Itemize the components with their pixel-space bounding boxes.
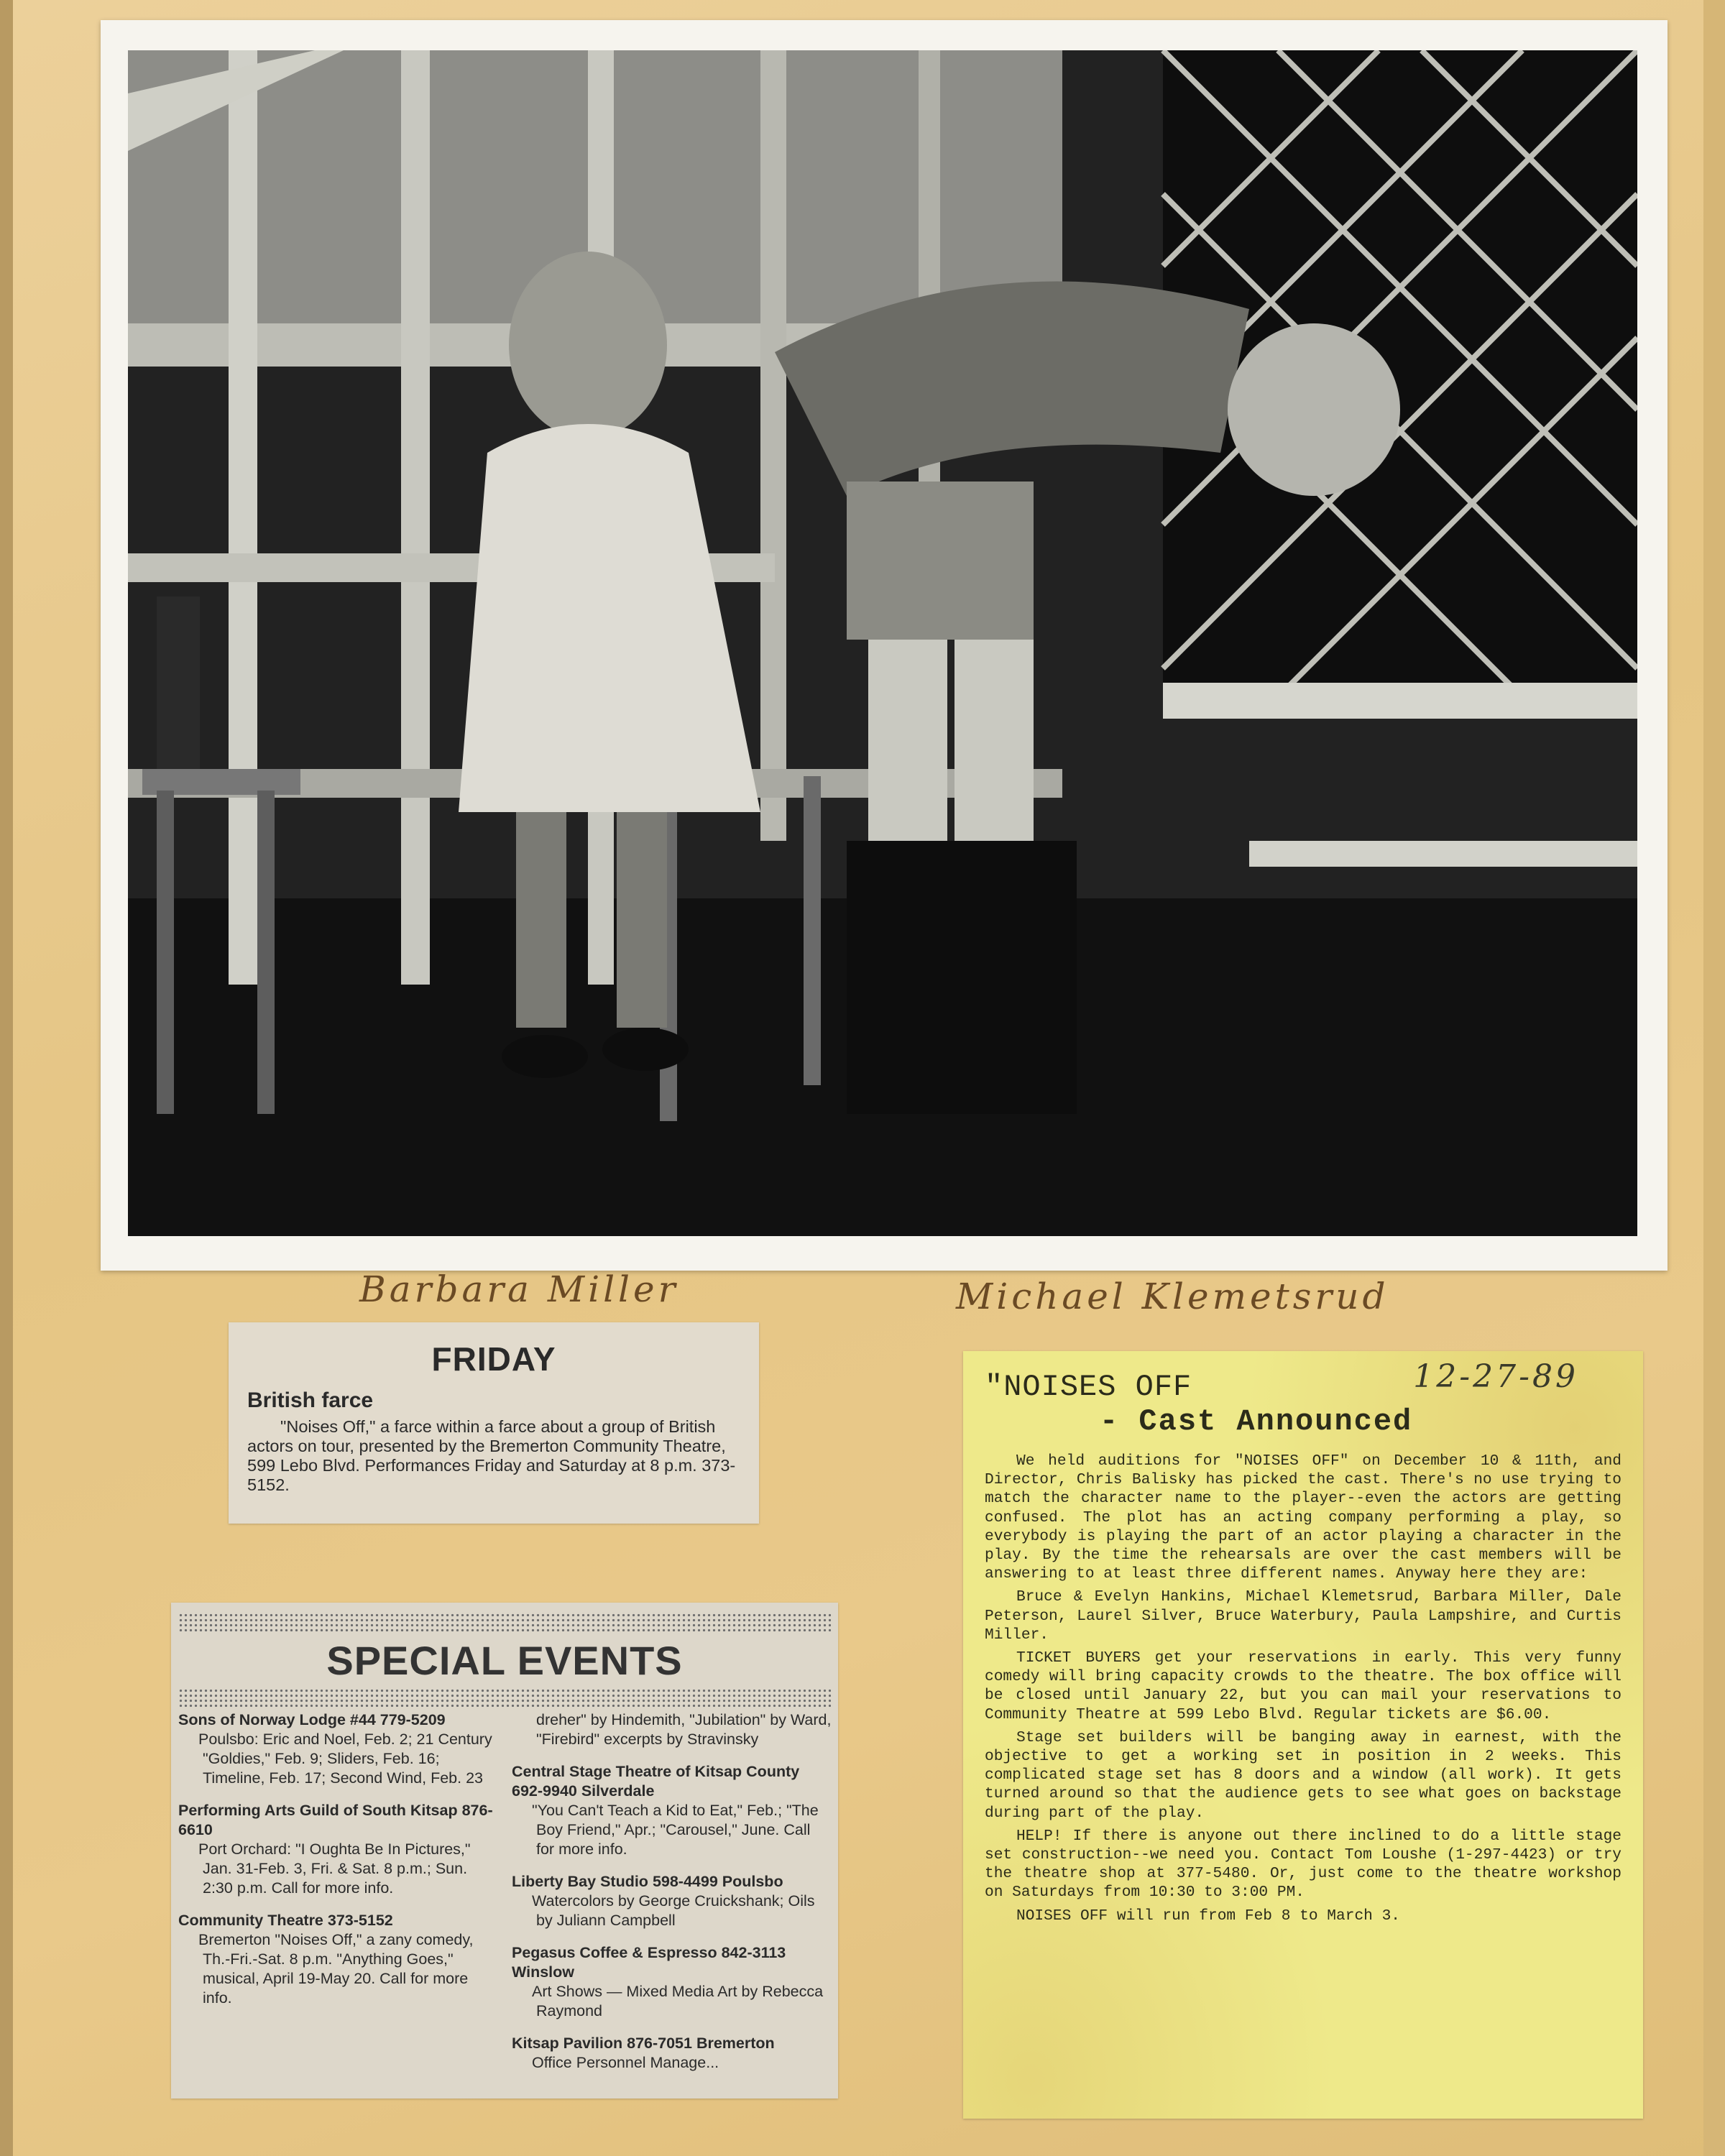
event-phone: 598-4499 Poulsbo: [652, 1873, 783, 1890]
events-title: SPECIAL EVENTS: [326, 1638, 683, 1683]
friday-body: "Noises Off," a farce within a farce about a group of British actors on tour, presented by the Bremerton Community Theatre, 599 Lebo Blvd. Performances Friday and Saturday at 8 p.m. 373-5152.: [247, 1417, 736, 1494]
page-left-edge: [0, 0, 13, 2156]
halftone-band-bottom: [178, 1688, 831, 1707]
event-venue: Pegasus Coffee & Espresso: [512, 1944, 717, 1961]
event-desc: Art Shows — Mixed Media Art by Rebecca Raymond: [532, 1983, 824, 2019]
event-desc: "You Can't Teach a Kid to Eat," Feb.; "The Boy Friend," Apr.; "Carousel," June. Call for more info.: [532, 1802, 819, 1858]
special-events-clipping: [171, 1603, 838, 2099]
noises-paragraph-help: HELP! If there is anyone out there inclined to do a little stage set construction--we need you. Contact Tom Loushe (1-297-4423) or try the theatre shop at 377-5480. Or, just come to the theatre workshop on Saturdays from 10:30 to 3:00 PM.: [985, 1827, 1622, 1902]
event-venue: Central Stage Theatre of Kitsap County: [512, 1763, 800, 1780]
list-item: [512, 1943, 832, 2021]
event-venue: Kitsap Pavilion: [512, 2035, 623, 2052]
noises-heading: "NOISES OFF: [985, 1370, 1192, 1404]
noises-paragraph-cast: Bruce & Evelyn Hankins, Michael Klemetsrud, Barbara Miller, Dale Peterson, Laurel Silver, Bruce Waterbury, Paula Lampshire, and Curtis Miller.: [985, 1588, 1622, 1644]
page-right-edge: [1703, 0, 1725, 2156]
event-continued: dreher" by Hindemith, "Jubilation" by Ward, "Firebird" excerpts by Stravinsky: [536, 1711, 832, 1748]
event-desc: Port Orchard: "I Oughta Be In Pictures," Jan. 31-Feb. 3, Fri. & Sat. 8 p.m.; Sun. 2:30 p.m. Call for more info.: [198, 1841, 471, 1897]
events-columns: [178, 1710, 832, 2099]
events-left-column: [178, 1710, 499, 2099]
noises-paragraph-tickets: TICKET BUYERS get your reservations in early. This very funny comedy will bring capacity crowds to the theatre. The box office will be closed until January 22, but you can mail your reservations to Community Theatre at 599 Lebo Blvd. Regular tickets are $6.00.: [985, 1649, 1622, 1723]
event-phone: 373-5152: [327, 1912, 393, 1929]
list-item: [512, 1762, 832, 1859]
event-desc: Office Personnel Manage...: [532, 2054, 719, 2071]
event-venue: Liberty Bay Studio: [512, 1873, 648, 1890]
event-phone: 779-5209: [380, 1711, 446, 1728]
handwritten-date: 12-27-89: [1413, 1358, 1578, 1395]
event-phone: 692-9940 Silverdale: [512, 1782, 655, 1800]
noises-subheading: - Cast Announced: [1100, 1404, 1413, 1439]
photo-illustration: [128, 50, 1637, 1236]
list-item: [178, 1911, 499, 2008]
event-phone: 842-3113 Winslow: [512, 1944, 786, 1981]
noises-off-clipping: [963, 1351, 1643, 2119]
list-item: [512, 1710, 832, 1749]
caption-left: Barbara Miller: [359, 1268, 679, 1310]
event-venue: Sons of Norway Lodge #44: [178, 1711, 376, 1728]
event-desc: Bremerton "Noises Off," a zany comedy, Th.-Fri.-Sat. 8 p.m. "Anything Goes," musical, April 19-May 20. Call for more info.: [198, 1931, 474, 2007]
event-desc: Watercolors by George Cruickshank; Oils by Juliann Campbell: [532, 1892, 815, 1929]
list-item: [512, 1872, 832, 1930]
friday-title: FRIDAY: [431, 1340, 556, 1378]
halftone-band-top: [178, 1613, 831, 1631]
photograph-frame: [101, 20, 1668, 1271]
event-phone: 876-7051 Bremerton: [627, 2035, 775, 2052]
stage-rehearsal-photo: [128, 50, 1637, 1236]
event-desc: Poulsbo: Eric and Noel, Feb. 2; 21 Century "Goldies," Feb. 9; Sliders, Feb. 16; Timeline, Feb. 17; Second Wind, Feb. 23: [198, 1731, 492, 1787]
list-item: [512, 2034, 832, 2073]
noises-paragraph-auditions: We held auditions for "NOISES OFF" on December 10 & 11th, and Director, Chris Balisky has picked the cast. There's no use trying to match the character name to the player--even the actors are getting confused. The plot has an acting company performing a play, so everybody is playing the part of an actor playing a character in the play. By the time the rehearsals are over the cast members will be answering to at least three different names. Anyway here they are:: [985, 1452, 1622, 1583]
events-right-column: [512, 1710, 832, 2099]
list-item: [178, 1710, 499, 1788]
event-venue: Performing Arts Guild of South Kitsap: [178, 1802, 458, 1819]
event-venue: Community Theatre: [178, 1912, 323, 1929]
list-item: [178, 1801, 499, 1898]
noises-paragraph-stage-set: Stage set builders will be banging away in earnest, with the objective to get a working set in position in 2 weeks. This complicated stage set has 8 doors and a window (all work). It gets turned around so that the audience gets to see what goes on backstage during part of the play.: [985, 1728, 1622, 1822]
friday-subtitle: British farce: [247, 1388, 374, 1412]
caption-right: Michael Klemetsrud: [956, 1276, 1389, 1317]
friday-clipping: [229, 1322, 759, 1524]
noises-paragraph-run-dates: NOISES OFF will run from Feb 8 to March 3.: [1016, 1907, 1401, 1925]
event-phone: 876-6610: [178, 1802, 493, 1838]
